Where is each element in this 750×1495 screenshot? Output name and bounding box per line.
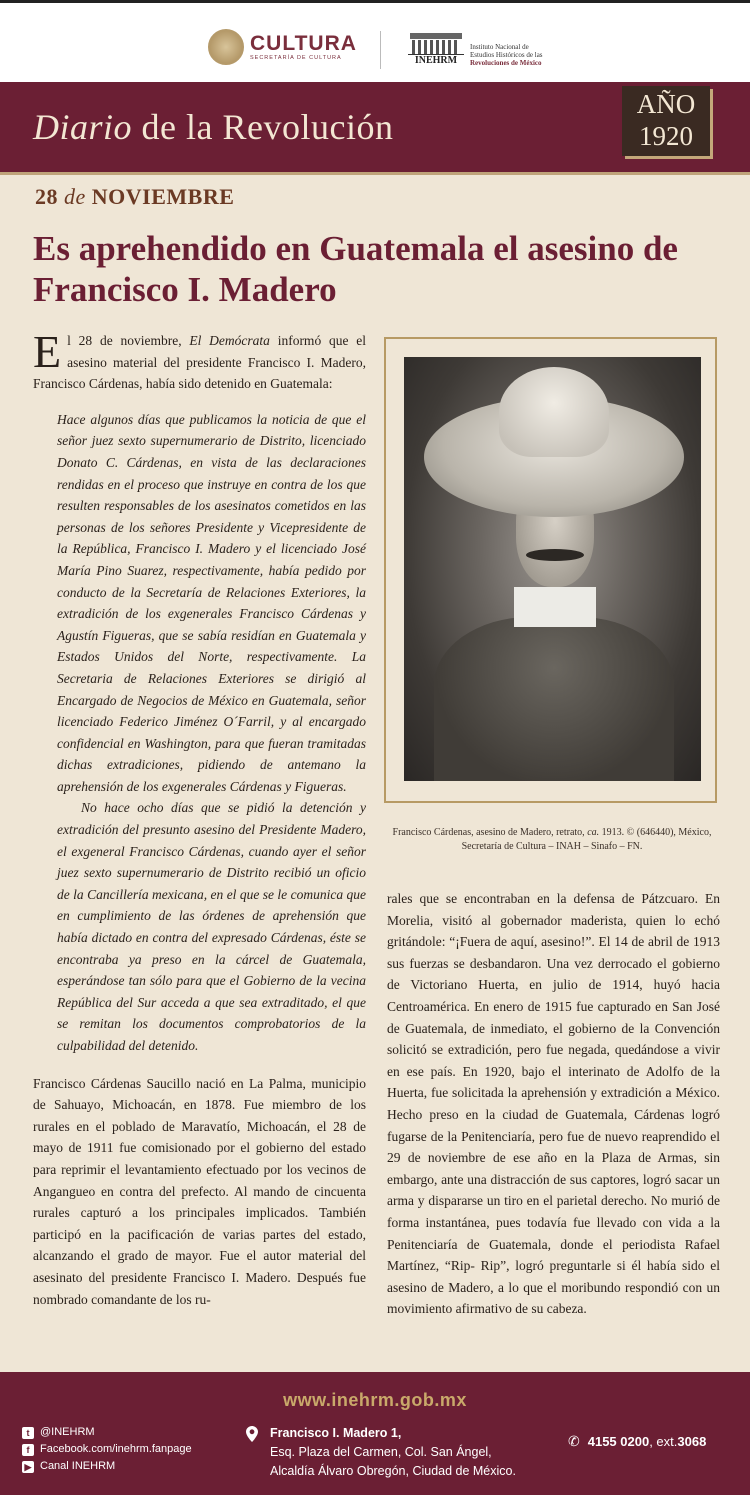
- facebook-link[interactable]: f Facebook.com/inehrm.fanpage: [22, 1441, 192, 1458]
- year-value: 1920: [639, 121, 693, 151]
- cultura-subtitle: SECRETARÍA DE CULTURA: [250, 55, 342, 61]
- right-column: [387, 888, 720, 1320]
- inehrm-name: Instituto Nacional de Estudios Históricos de las Revoluciones de México: [470, 43, 543, 67]
- portrait-photo[interactable]: [404, 357, 701, 781]
- article-date: 28 de NOVIEMBRE: [35, 184, 235, 209]
- social-links: [22, 1424, 192, 1475]
- inehrm-label: INEHRM: [408, 54, 464, 66]
- facebook-icon: f: [22, 1444, 34, 1456]
- seal-icon: [208, 29, 244, 65]
- biography-continuation: rales que se encontraban en la defensa de Pátzcuaro. En Morelia, visitó al gobernador maderista, quien lo echó gritándole: “¡Fuera de aquí, asesino!”. El 14 de abril de 1913 sus fuerzas se desbandaron. Una vez derrocado el gobierno de Victoriano Huerta, en julio de 1914, huyó hacia Centroamérica. En enero de 1915 fue capturado en San José de Guatemala, de inmediato, el gobierno de la Convención solicitó se extradición, pero fue negada, quedándose a vivir en ese país. En 1920, bajo el interinato de Adolfo de la Huerta, fue solicitada la aprehensión y extradición a México. Hecho preso en la ciudad de Guatemala, Cárdenas logró fugarse de la Penitenciaría, pero fue de nuevo reaprendido el 29 de noviembre de ese año en la Plaza de Armas, sin embargo, ante una distracción de sus captores, logró sacar un arma y dispararse un tiro en el parietal derecho. No murió de forma instantánea, pues todavía fue llevado con vida a la Penitenciaría de Guatemala, donde el periodista Rafael Martínez, “Rip- Rip”, logró preguntarle si él había sido el asesino de Madero, a lo que el moribundo respondió con un movimiento afirmativo de su cabeza.: [387, 891, 720, 1317]
- address-line: Esq. Plaza del Carmen, Col. San Ángel,: [270, 1445, 492, 1459]
- drop-cap: E: [33, 326, 62, 377]
- address-street: Francisco I. Madero 1,: [270, 1426, 402, 1440]
- biography-paragraph: Francisco Cárdenas Saucillo nació en La Palma, municipio de Sahuayo, Michoacán, en 1878. Fue miembro de los rurales en el poblado de Maravatío, Michoacán, el 28 de mayo de 1911 fue comisionado por el gobierno del estado para reprimir el levantamiento efectuado por los vecinos de Angangueo en contra del prefecto. Al mando de cincuenta rurales capturó a los principales implicados. También participó en la pacificación de varias partes del estado, alcanzando el grado de mayor. Fue el autor material del asesinato del presidente Francisco I. Madero. Después fue nombrado comandante de los ru-: [33, 1075, 366, 1307]
- quote-paragraph: No hace ocho días que se pidió la detención y extradición del presunto asesino del Presidente Madero, el exgeneral Francisco Cárdenas, cuando ayer el señor juez sexto supernumerario de Distrito recibió un oficio de la Cancillería mexicana, en el que se le comunica que en cumplimiento de las órdenes de aprehensión que había dictado en contra del expresado Cárdenas, éste se encontraba ya preso en la cárcel de Guatemala, esperándose tan sólo para que el Gobierno de la vecina República del Sur acceda a que sea extraditado, el que se remitan los documentos comprobatorios de la culpabilidad del detenido.: [57, 800, 366, 1053]
- cultura-wordmark: CULTURA: [250, 32, 357, 55]
- cultura-logo[interactable]: [208, 29, 357, 65]
- address-line: Alcaldía Álvaro Obregón, Ciudad de México.: [270, 1464, 516, 1478]
- photo-caption: Francisco Cárdenas, asesino de Madero, retrato, ca. 1913. © (646440), México, Secretaría de Cultura – INAH – Sinafo – FN.: [392, 827, 712, 852]
- quote-paragraph: Hace algunos días que publicamos la noticia de que el señor juez sexto supernumerario de Distrito, licenciado Donato C. Cárdenas, en vista de las declaraciones rendidas en el proceso que instruye en contra de los que resulten responsables de los asesinatos cometidos en las personas de los señores Presidente y Vicepresidente de la República, Francisco I. Madero y el licenciado José María Pino Suarez, respectivamente, había pedido por conducto de la Secretaría de Relaciones Exteriores, la extradición de los exgenerales Francisco Cárdenas y Agustín Figueras, que se sabía residían en Guatemala y Estados Unidos del Norte, respectivamente. La Secretaria de Relaciones Exteriores se dirigió al Encargado de Negocios de México en Guatemala, señor licenciado Federico Jiménez O´Farril, y al encargado confidencial en Washington, para que fueran tramitadas dichas extradiciones, pidiendo de antemano la aprehensión de los exgenerales Cárdenas y Figueras.: [57, 411, 366, 794]
- header-divider: [0, 172, 750, 175]
- source-name: El Demócrata: [189, 333, 270, 348]
- inehrm-logo[interactable]: [408, 33, 543, 67]
- footer: [0, 1372, 750, 1495]
- year-badge: [622, 86, 710, 156]
- phone-number[interactable]: ✆ 4155 0200 , ext. 3068: [568, 1433, 707, 1449]
- article-intro: El 28 de noviembre, El Demócrata informó que el asesino material del presidente Francisco I. Madero, Francisco Cárdenas, había sido detenido en Guatemala:: [33, 326, 367, 392]
- block-quote: [57, 409, 366, 1057]
- youtube-icon: ▶: [22, 1461, 34, 1473]
- publication-title: Diario de la Revolución: [33, 107, 394, 147]
- portrait-frame: [384, 337, 717, 803]
- top-logo-bar: [0, 0, 750, 82]
- youtube-link[interactable]: ▶ Canal INEHRM: [22, 1458, 192, 1475]
- location-pin-icon: [246, 1426, 258, 1442]
- twitter-icon: t: [22, 1427, 34, 1439]
- logo-divider: [380, 31, 381, 69]
- headline: Es aprehendido en Guatemala el asesino de Francisco I. Madero: [33, 229, 678, 309]
- phone-icon: ✆: [568, 1433, 580, 1449]
- website-link[interactable]: www.inehrm.gob.mx: [283, 1390, 467, 1410]
- twitter-link[interactable]: t @INEHRM: [22, 1424, 192, 1441]
- address-block: [248, 1424, 516, 1481]
- year-label: AÑO: [636, 89, 696, 119]
- left-column: [33, 326, 367, 1310]
- building-icon: [408, 33, 464, 66]
